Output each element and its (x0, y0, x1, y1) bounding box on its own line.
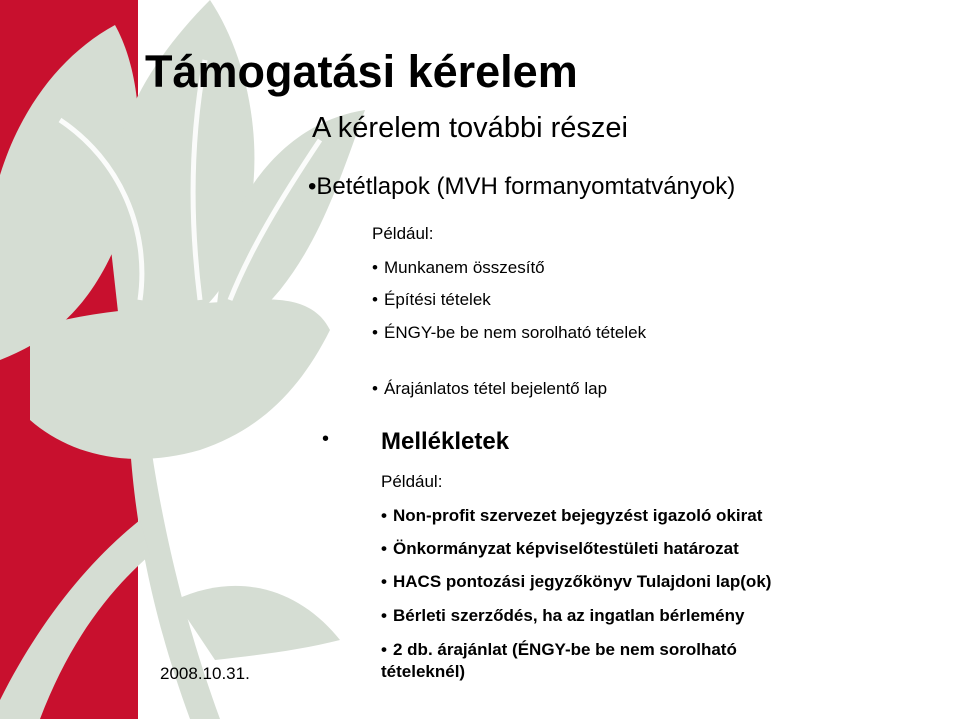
tulip-leaf-right (175, 586, 340, 660)
list-item: • Munkanem összesítő (372, 258, 545, 277)
section-betetlapok-heading (308, 173, 735, 201)
page-title: Támogatási kérelem (145, 46, 578, 97)
list-item: • Non-profit szervezet bejegyzést igazoló okirat (381, 506, 763, 525)
footer-date: 2008.10.31. (160, 664, 250, 683)
bullet: • (322, 428, 330, 450)
bullet: • (308, 173, 317, 200)
list-item: • ÉNGY-be be nem sorolható tételek (372, 323, 647, 342)
tulip-cup (30, 299, 330, 459)
subtitle: A kérelem további részei (312, 112, 628, 144)
list-item: • 2 db. árajánlat (ÉNGY-be be nem sorolható tételeknél) (381, 640, 737, 681)
example-label: Például: (372, 224, 434, 243)
list-item: • Építési tételek (372, 290, 491, 309)
example-label: Például: (381, 472, 443, 491)
list-item: • HACS pontozási jegyzőkönyv Tulajdoni lap(ok) (381, 572, 772, 591)
list-item: • Önkormányzat képviselőtestületi határozat (381, 539, 739, 558)
heading-text: Betétlapok (MVH formanyomtatványok) (316, 173, 736, 200)
list-item: • Árajánlatos tétel bejelentő lap (372, 379, 608, 398)
list-item: • Bérleti szerződés, ha az ingatlan bérlemény (381, 606, 745, 625)
tulip-leaf-left (0, 520, 150, 719)
section-mellekletek-heading: Mellékletek (381, 428, 510, 455)
